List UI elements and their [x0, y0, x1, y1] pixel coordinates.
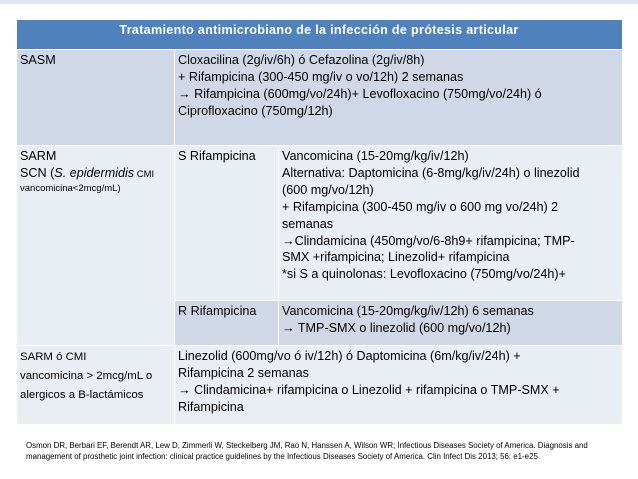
organism-species: S. epidermidis — [54, 165, 135, 180]
table-row-sarm-cmi — [17, 346, 623, 425]
organism-label: vancomicina > 2mcg/mL o — [20, 369, 153, 382]
treatment-line: Rifampicina — [178, 399, 244, 414]
table-row-sarm-rif-s — [17, 146, 623, 301]
treatment-line: semanas — [282, 216, 334, 231]
organism-label: SARM ó CMI — [20, 351, 87, 363]
organism-label-prefix: SCN ( — [20, 165, 55, 180]
treatment-cell — [279, 146, 623, 301]
treatment-line: (600 mg/vo/12h) — [282, 182, 374, 197]
treatment-cell — [175, 346, 623, 425]
treatment-cell — [175, 50, 623, 146]
susceptibility-cell — [175, 301, 279, 346]
treatment-line: Vancomicina (15-20mg/kg/iv/12h) — [282, 149, 469, 163]
treatment-line: Linezolid (600mg/vo ó iv/12h) ó Daptomicina (6m/kg/iv/24h) + — [178, 349, 521, 363]
treatment-table — [16, 19, 623, 425]
treatment-line: → Clindamicina+ rifampicina o Linezolid + rifampicina o TMP-SMX + — [178, 382, 560, 397]
organism-label-note: vancomicina<2mcg/mL) — [20, 182, 121, 194]
susceptibility-cell — [175, 146, 279, 301]
treatment-line: Rifampicina 2 semanas — [178, 365, 309, 380]
treatment-line: Alternativa: Daptomicina (6-8mg/kg/iv/24h) o linezolid — [282, 165, 580, 180]
treatment-line: Cloxacilina (2g/iv/6h) ó Cefazolina (2g/iv/8h) — [178, 53, 425, 67]
susceptibility-label: R Rifampicina — [178, 304, 257, 318]
organism-cell — [17, 146, 175, 346]
treatment-cell — [279, 301, 623, 346]
treatment-line: → Rifampicina (600mg/vo/24h)+ Levofloxacino (750mg/vo/24h) ó — [178, 86, 542, 101]
table-row-sasm — [17, 50, 623, 146]
treatment-line: + Rifampicina (300-450 mg/iv o 600 mg vo/24h) 2 — [282, 199, 559, 214]
organism-cell — [17, 50, 175, 146]
treatment-line: Ciprofloxacino (750mg/12h) — [178, 103, 333, 118]
organism-label: SASM — [20, 53, 56, 67]
treatment-line: →Clindamicina (450mg/vo/6-8h9+ rifampicina; TMP- — [282, 233, 575, 248]
organism-label-suffix: CMI — [134, 168, 155, 180]
treatment-line: + Rifampicina (300-450 mg/iv o vo/12h) 2 semanas — [178, 69, 464, 84]
top-divider — [0, 0, 638, 4]
citation: Osmon DR, Berbari EF, Berendt AR, Lew D, Zimmerli W, Steckelberg JM, Rao N, Hanssen A, Wilson WR; Infectious Diseases Society of America. Diagnosis and management of prosthetic joint infection: clinical practice guidelines by the Infectious Diseases Society of America. Clin Infect Dis 2013; 56: e1-e25 — [26, 441, 588, 461]
treatment-line: *si S a quinolonas: Levofloxacino (750mg/vo/24h)+ — [282, 267, 566, 282]
organism-label: alergicos a B-lactámicos — [20, 388, 144, 401]
susceptibility-label: S Rifampicina — [178, 149, 256, 163]
treatment-line: Vancomicina (15-20mg/kg/iv/12h) 6 semanas — [282, 304, 534, 318]
treatment-line: SMX +rifampicina; Linezolid+ rifampicina — [282, 250, 510, 265]
organism-cell — [17, 346, 175, 425]
organism-label: SARM — [20, 149, 57, 163]
treatment-line: → TMP-SMX o linezolid (600 mg/vo/12h) — [282, 320, 511, 335]
organism-label — [20, 165, 170, 182]
table-title: Tratamiento antimicrobiano de la infección de prótesis articular — [17, 20, 623, 50]
table-header-row — [17, 20, 623, 50]
